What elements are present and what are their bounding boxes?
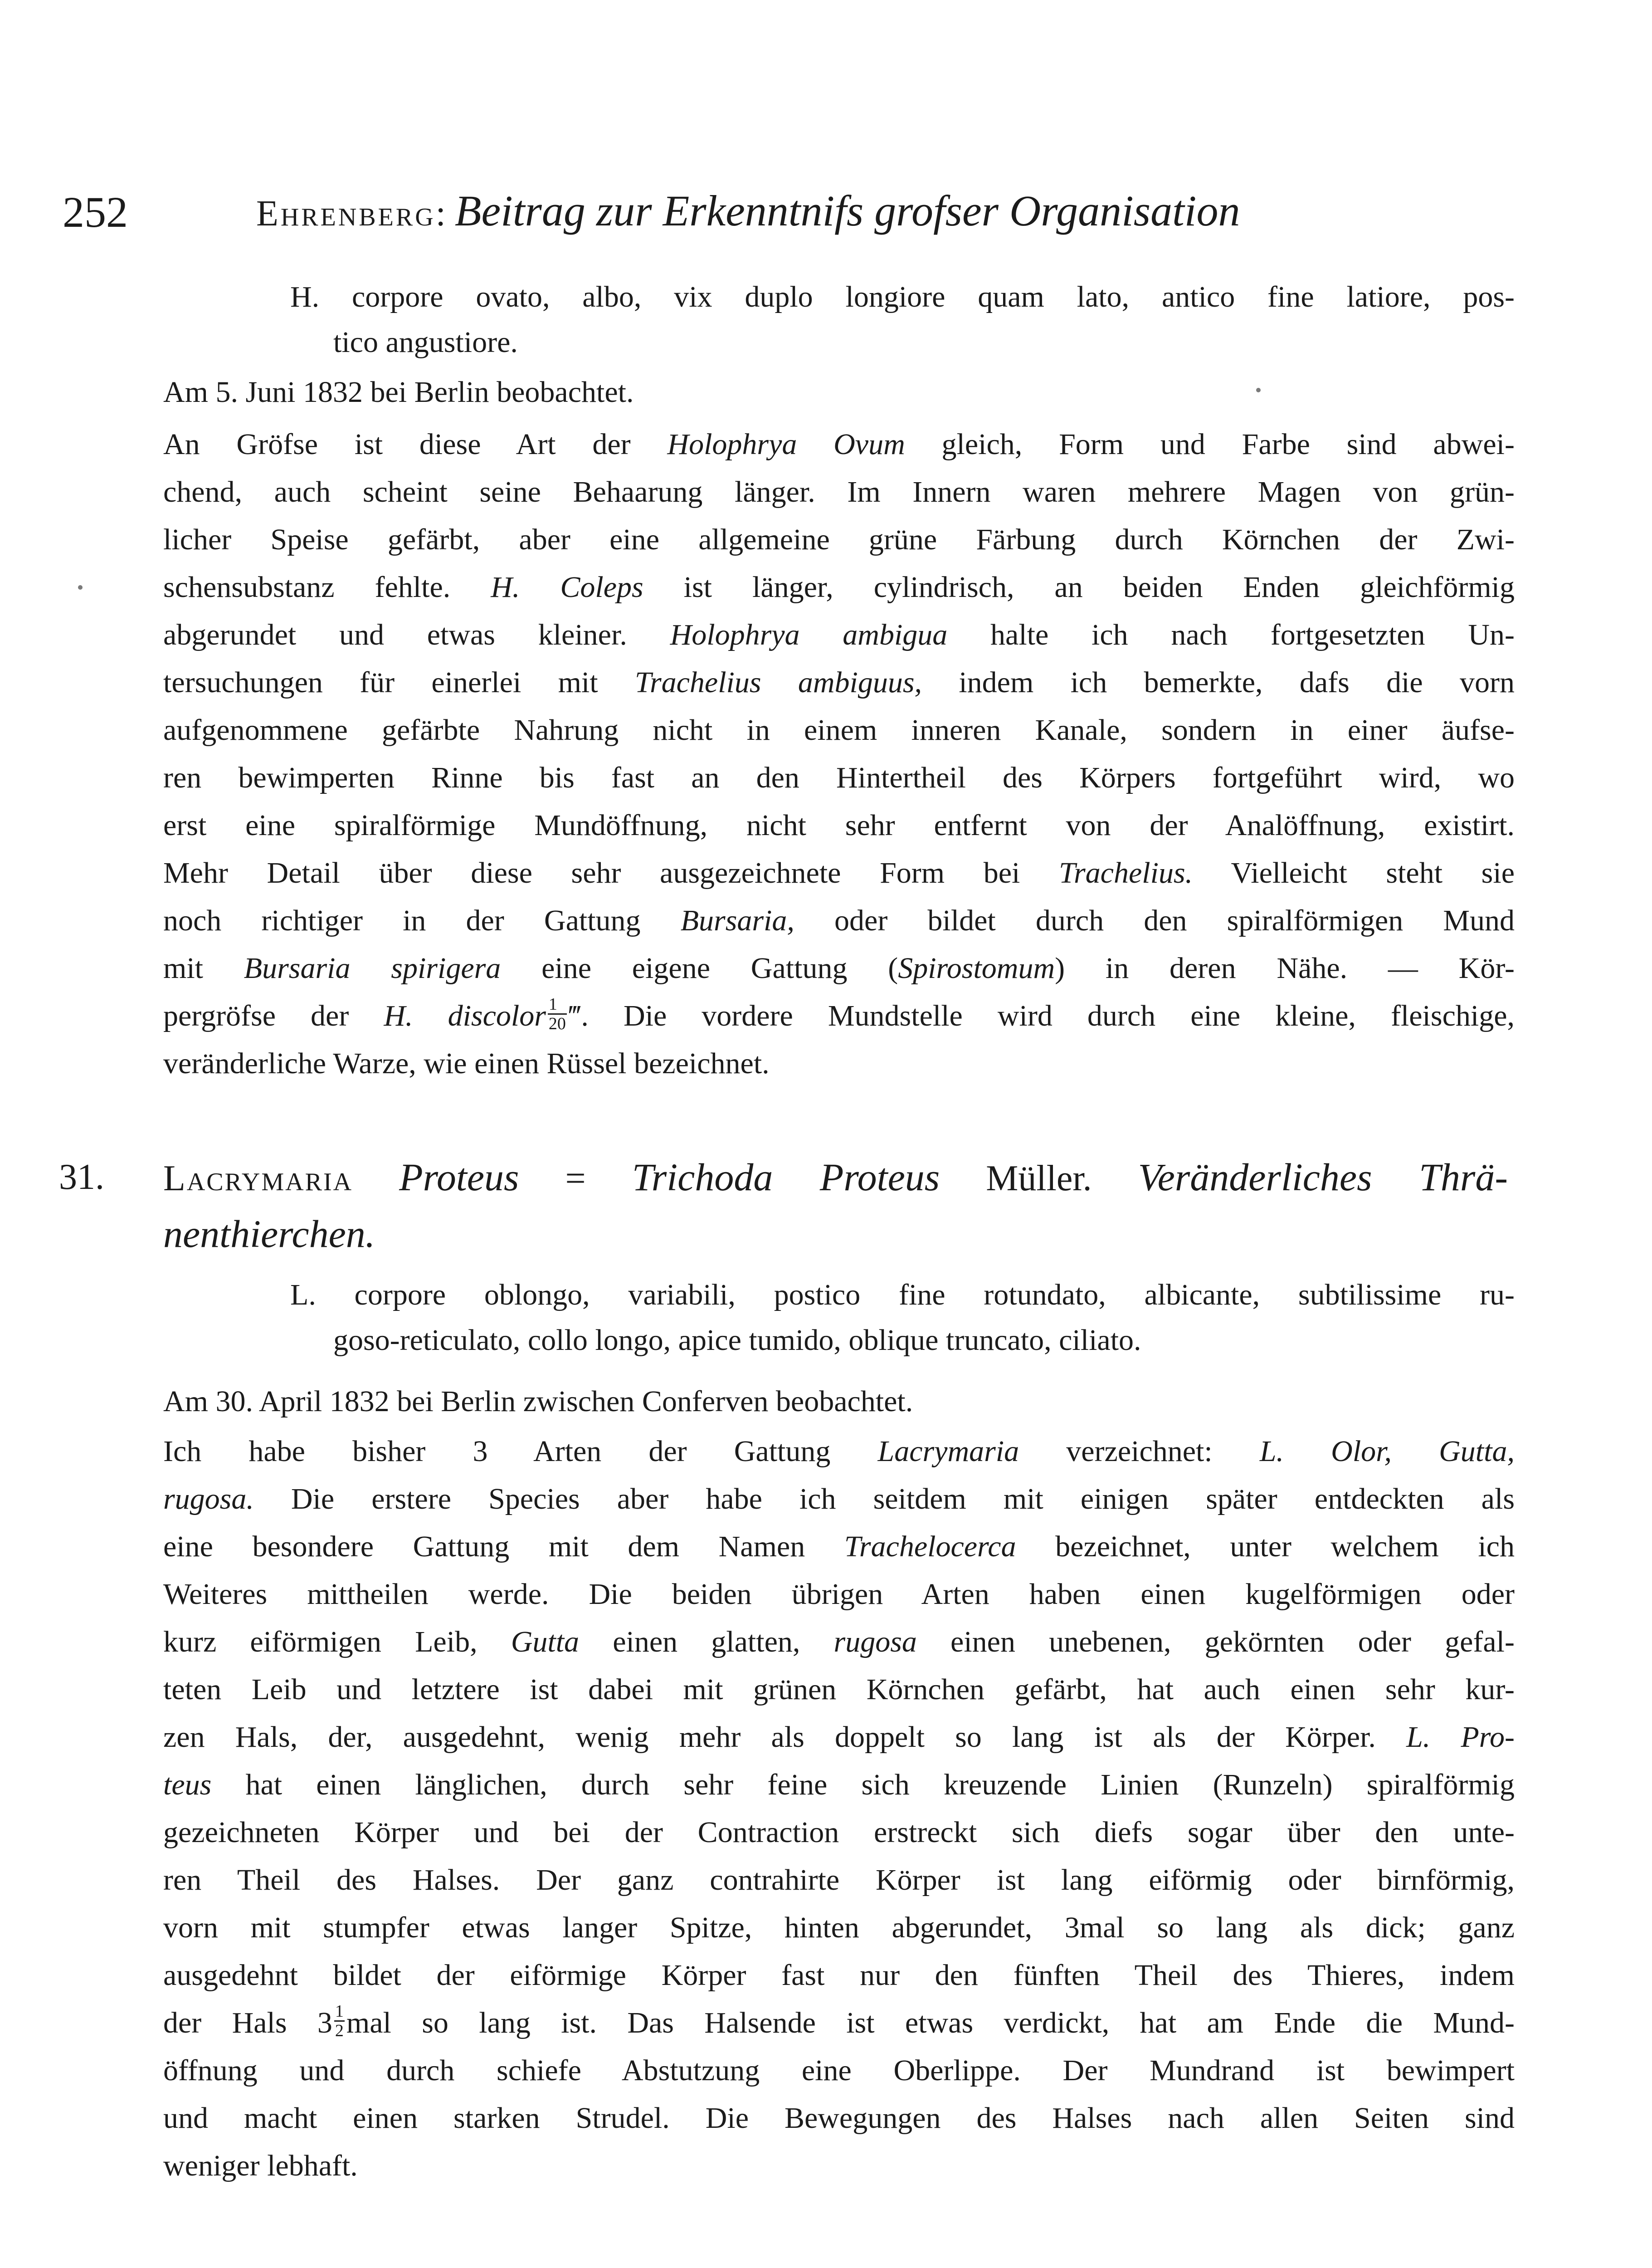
species-name: H. discolor <box>384 999 546 1032</box>
text-run: noch richtiger in der Gattung <box>163 904 681 937</box>
fraction <box>334 2002 345 2040</box>
page-number: 252 <box>63 188 128 236</box>
text-run: einen unebenen, gekörnten oder gefal- <box>916 1625 1515 1658</box>
text-run: abgerundet und etwas kleiner. <box>163 618 670 651</box>
species-name: Bursaria spirigera <box>244 952 501 985</box>
para2-line-15: und macht einen starken Strudel. Die Bewegungen des Halses nach allen Seiten sind <box>163 2102 1515 2135</box>
text-run: mit <box>163 952 244 985</box>
text-run: ‴. Die vordere Mundstelle wird durch eine kleine, fleischige, <box>568 999 1515 1032</box>
para2-line-7 <box>163 1712 1515 1762</box>
genus-name: Spirostomum <box>898 952 1055 985</box>
running-head-title: Beitrag zur Erkenntnifs grofser Organisation <box>454 186 1240 235</box>
authority-name: Müller. <box>986 1158 1092 1198</box>
text-run: gleich, Form und Farbe sind abwei- <box>905 428 1515 461</box>
para1-line-12 <box>163 943 1515 993</box>
species-name: teus <box>163 1768 212 1801</box>
fraction-denominator: 20 <box>548 1014 566 1033</box>
species-name: rugosa <box>833 1625 917 1658</box>
species-name: H. Coleps <box>491 571 643 604</box>
text-run: kurz eiförmigen Leib, <box>163 1625 511 1658</box>
text-run: einen glatten, <box>579 1625 834 1658</box>
species-name: Gutta <box>511 1625 580 1658</box>
para1-line-1 <box>163 420 1515 469</box>
running-head <box>256 179 1367 245</box>
para2-line-5 <box>163 1617 1515 1667</box>
species-name: rugosa. <box>163 1482 254 1515</box>
para1-line-4 <box>163 562 1515 612</box>
observation-date-1: Am 5. Juni 1832 bei Berlin beobachtet. <box>163 376 634 409</box>
para2-line-9: gezeichneten Körper und bei der Contraction erstreckt sich diefs sogar über den unte- <box>163 1816 1515 1849</box>
para2-line-6: teten Leib und letztere ist dabei mit grünen Körnchen gefärbt, hat auch einen sehr kur- <box>163 1673 1515 1706</box>
text-run: Vielleicht steht sie <box>1193 856 1515 890</box>
para1-line-13 <box>163 991 1515 1041</box>
species-name: Trachelius ambiguus, <box>634 666 922 699</box>
text-run: eine besondere Gattung mit dem Namen <box>163 1530 844 1563</box>
para1-line-7: aufgenommene gefärbte Nahrung nicht in einem inneren Kanale, sondern in einer äufse- <box>163 714 1515 747</box>
para2-line-1 <box>163 1427 1515 1476</box>
para2-line-10: ren Theil des Halses. Der ganz contrahirte Körper ist lang eiförmig oder birnförmig, <box>163 1863 1515 1897</box>
text-run: Mehr Detail über diese sehr ausgezeichnete Form bei <box>163 856 1059 890</box>
fraction-numerator: 1 <box>335 2002 344 2021</box>
para2-line-13 <box>163 1998 1515 2048</box>
text-run: An Gröfse ist diese Art der <box>163 428 668 461</box>
species-name: Holophrya ambigua <box>670 618 948 651</box>
diagnosis2-line-2: goso-reticulato, collo longo, apice tumido, oblique truncato, ciliato. <box>333 1324 1141 1357</box>
para2-line-4: Weiteres mittheilen werde. Die beiden übrigen Arten haben einen kugelförmigen oder <box>163 1578 1515 1611</box>
text-run: ist länger, cylindrisch, an beiden Enden gleichförmig <box>643 571 1515 604</box>
scan-speck <box>78 585 83 590</box>
fraction-denominator: 2 <box>335 2021 344 2040</box>
para2-line-8 <box>163 1760 1515 1810</box>
diagnosis-line-2: tico angustiore. <box>333 326 518 359</box>
common-name: Veränderliches Thrä- <box>1138 1155 1508 1199</box>
para1-line-3: licher Speise gefärbt, aber eine allgemeine grüne Färbung durch Körnchen der Zwi- <box>163 523 1515 556</box>
species-name: Bursaria, <box>680 904 794 937</box>
synonym-name: Trichoda Proteus <box>632 1155 940 1199</box>
para1-line-6 <box>163 658 1515 708</box>
para2-line-3 <box>163 1522 1515 1572</box>
diagnosis-line-1: H. corpore ovato, albo, vix duplo longiore quam lato, antico fine latiore, pos- <box>290 280 1515 313</box>
genus-name: Trachelocerca <box>844 1530 1016 1563</box>
equals-sign: = <box>565 1158 586 1198</box>
text-run: mal so lang ist. Das Halsende ist etwas verdickt, hat am Ende die Mund- <box>346 2006 1515 2039</box>
observation-date-2: Am 30. April 1832 bei Berlin zwischen Conferven beobachtet. <box>163 1385 913 1418</box>
text-run: schensubstanz fehlte. <box>163 571 491 604</box>
para2-line-16: weniger lebhaft. <box>163 2149 358 2182</box>
genus-name: Lacrymaria <box>163 1158 353 1198</box>
fraction-numerator: 1 <box>548 995 567 1015</box>
text-run: der Hals 3 <box>163 2006 332 2039</box>
para1-line-14: veränderliche Warze, wie einen Rüssel bezeichnet. <box>163 1047 770 1080</box>
para1-line-11 <box>163 896 1515 946</box>
para1-line-9: erst eine spiralförmige Mundöffnung, nicht sehr entfernt von der Analöffnung, existirt. <box>163 809 1515 842</box>
text-run: pergröfse der <box>163 999 384 1032</box>
para2-line-2 <box>163 1474 1515 1524</box>
running-head-colon: : <box>435 194 446 234</box>
para2-line-12: ausgedehnt bildet der eiförmige Körper fast nur den fünften Theil des Thieres, indem <box>163 1959 1515 1992</box>
species-name: Proteus <box>399 1155 519 1199</box>
text-run: eine eigene Gattung ( <box>501 952 898 985</box>
size-fraction <box>548 995 567 1033</box>
text-run: ) in deren Nähe. — Kör- <box>1055 952 1515 985</box>
text-run: halte ich nach fortgesetzten Un- <box>947 618 1515 651</box>
text-run: hat einen länglichen, durch sehr feine sich kreuzende Linien (Runzeln) spiralförmig <box>211 1768 1515 1801</box>
scan-speck <box>1256 388 1261 392</box>
para1-line-2: chend, auch scheint seine Behaarung länger. Im Innern waren mehrere Magen von grün- <box>163 475 1515 508</box>
running-head-author: Ehrenberg <box>256 194 436 234</box>
text-run: Die erstere Species aber habe ich seitdem mit einigen später entdeckten als <box>253 1482 1515 1515</box>
para1-line-5 <box>163 610 1515 660</box>
para2-line-11: vorn mit stumpfer etwas langer Spitze, hinten abgerundet, 3mal so lang als dick; ganz <box>163 1911 1515 1944</box>
species-list: L. Olor, Gutta, <box>1259 1435 1515 1468</box>
species-name: Trachelius. <box>1058 856 1193 890</box>
text-run: zen Hals, der, ausgedehnt, wenig mehr als doppelt so lang ist als der Körper. <box>163 1721 1407 1754</box>
genus-name: Lacrymaria <box>877 1435 1019 1468</box>
para1-line-10 <box>163 848 1515 898</box>
entry-title-line-1 <box>163 1145 1508 1210</box>
species-name: Holophrya Ovum <box>667 428 905 461</box>
para1-line-8: ren bewimperten Rinne bis fast an den Hintertheil des Körpers fortgeführt wird, wo <box>163 761 1515 794</box>
entry-title-line-2 <box>163 1202 375 1267</box>
species-name: L. Pro- <box>1406 1721 1515 1754</box>
para2-line-14: öffnung und durch schiefe Abstutzung eine Oberlippe. Der Mundrand ist bewimpert <box>163 2054 1515 2087</box>
common-name-continued: nenthierchen. <box>163 1212 375 1256</box>
text-run: oder bildet durch den spiralförmigen Mund <box>794 904 1515 937</box>
text-run: Ich habe bisher 3 Arten der Gattung <box>163 1435 878 1468</box>
entry-number: 31. <box>59 1157 104 1197</box>
diagnosis2-line-1: L. corpore oblongo, variabili, postico fine rotundato, albicante, subtilissime ru- <box>290 1278 1515 1311</box>
text-run: indem ich bemerkte, dafs die vorn <box>922 666 1515 699</box>
text-run: bezeichnet, unter welchem ich <box>1016 1530 1515 1563</box>
text-run: tersuchungen für einerlei mit <box>163 666 635 699</box>
text-run: verzeichnet: <box>1019 1435 1260 1468</box>
